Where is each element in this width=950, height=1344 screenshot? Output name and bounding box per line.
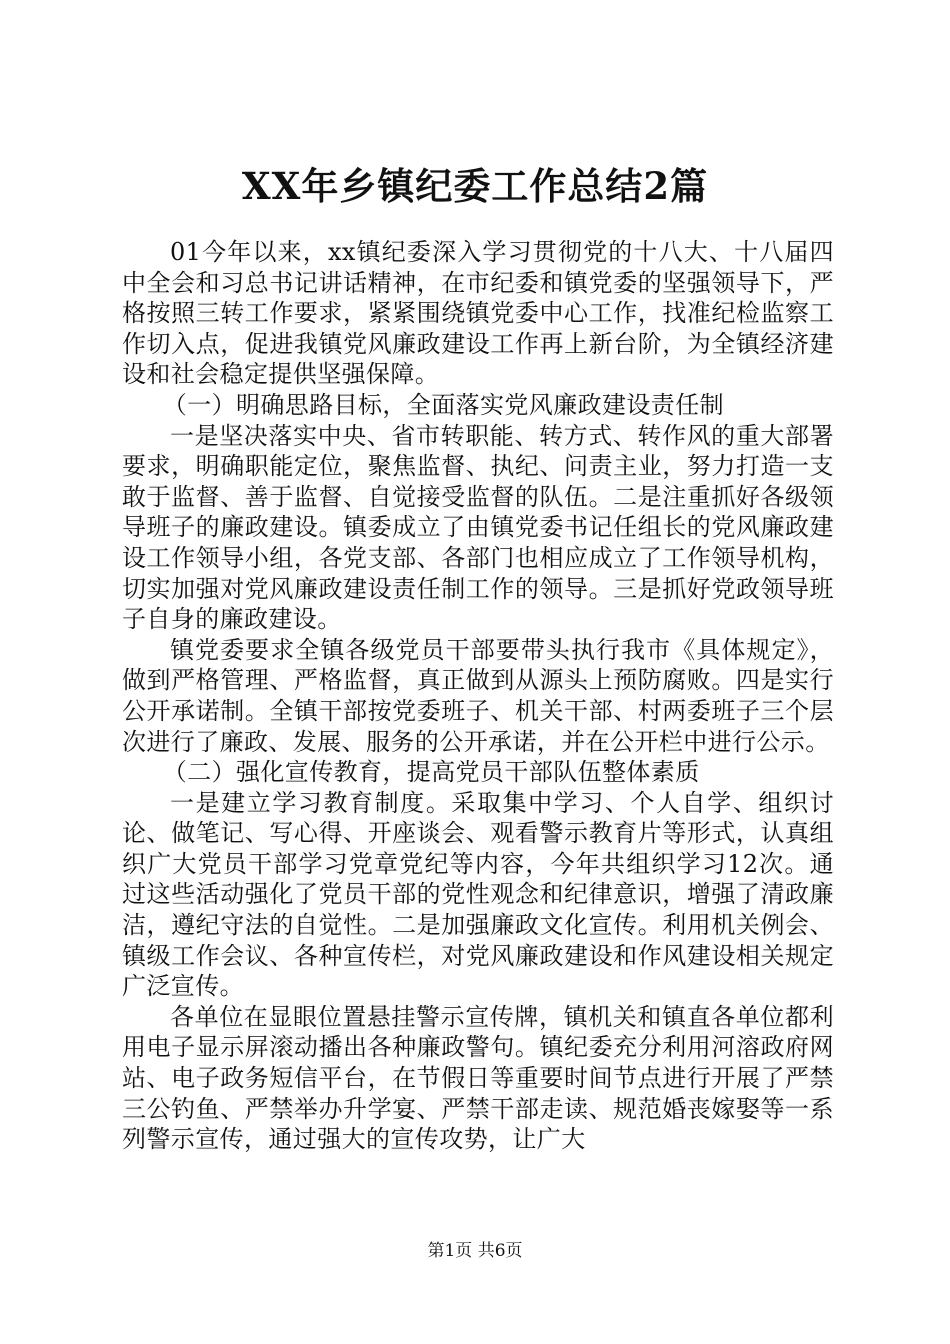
document-title: XX年乡镇纪委工作总结2篇 xyxy=(241,164,709,208)
paragraph-section1-b: 镇党委要求全镇各级党员干部要带头执行我市《具体规定》，做到严格管理、严格监督，真正做到从源头上预防腐败。四是实行公开承诺制。全镇干部按党委班子、机关干部、村两委班子三个层次进行了廉政、发展、服务的公开承诺，并在公开栏中进行公示。 xyxy=(122,635,834,756)
paragraph-intro: 01今年以来，xx镇纪委深入学习贯彻党的十八大、十八届四中全会和习总书记讲话精神，在市纪委和镇党委的坚强领导下，严格按照三转工作要求，紧紧围绕镇党委中心工作，找准纪检监察工作切入点，促进我镇党风廉政建设工作再上新台阶，为全镇经济建设和社会稳定提供坚强保障。 xyxy=(122,238,834,389)
section-heading-2: （二）强化宣传教育，提高党员干部队伍整体素质 xyxy=(162,758,700,787)
page-footer xyxy=(0,1240,950,1262)
page-total: 共6页 xyxy=(477,1241,523,1261)
paragraph-section2-a: 一是建立学习教育制度。采取集中学习、个人自学、组织讨论、做笔记、写心得、开座谈会、观看警示教育片等形式，认真组织广大党员干部学习党章党纪等内容，今年共组织学习12次。通过这些活动强化了党员干部的党性观念和纪律意识，增强了清政廉洁，遵纪守法的自觉性。二是加强廉政文化宣传。利用机关例会、镇级工作会议、各种宣传栏，对党风廉政建设和作风建设相关规定广泛宣传。 xyxy=(122,788,834,1001)
page-number: 第1页 xyxy=(427,1241,473,1261)
paragraph-section1-a: 一是坚决落实中央、省市转职能、转方式、转作风的重大部署要求，明确职能定位，聚焦监督、执纪、问责主业，努力打造一支敢于监督、善于监督、自觉接受监督的队伍。二是注重抓好各级领导班子的廉政建设。镇委成立了由镇党委书记任组长的党风廉政建设工作领导小组，各党支部、各部门也相应成立了工作领导机构，切实加强对党风廉政建设责任制工作的领导。三是抓好党政领导班子自身的廉政建设。 xyxy=(122,421,834,634)
document-body xyxy=(122,237,834,1155)
section-heading-1: （一）明确思路目标，全面落实党风廉政建设责任制 xyxy=(162,390,724,419)
paragraph-section2-b: 各单位在显眼位置悬挂警示宣传牌，镇机关和镇直各单位都利用电子显示屏滚动播出各种廉政警句。镇纪委充分利用河溶政府网站、电子政务短信平台，在节假日等重要时间节点进行开展了严禁三公钓鱼、严禁举办升学宴、严禁干部走读、规范婚丧嫁娶等一系列警示宣传，通过强大的宣传攻势，让广大 xyxy=(122,1002,834,1154)
